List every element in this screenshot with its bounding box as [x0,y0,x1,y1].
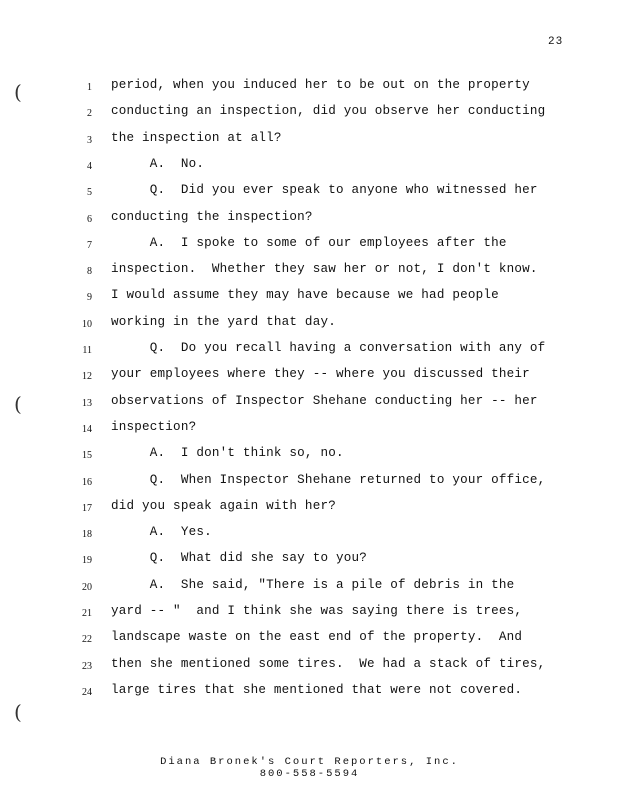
line-number: 16 [82,476,92,488]
transcript-line [0,367,619,387]
transcript-line [0,604,619,624]
line-text: Q. When Inspector Shehane returned to your office, [111,472,546,487]
transcript-line [0,131,619,151]
line-text: A. I spoke to some of our employees after the [111,235,507,250]
line-text: observations of Inspector Shehane conducting her -- her [111,393,538,408]
line-text: landscape waste on the east end of the property. And [111,630,523,645]
footer-phone: 800-558-5594 [259,768,360,780]
transcript-line [0,473,619,493]
line-text: large tires that she mentioned that were not covered. [111,682,523,697]
line-text: your employees where they -- where you discussed their [111,367,530,382]
line-number: 11 [82,345,92,356]
line-number: 15 [82,450,92,462]
line-text: working in the yard that day. [111,314,336,329]
line-text: the inspection at all? [111,130,282,145]
transcript-line [0,578,619,598]
transcript-line [0,157,619,177]
line-number: 9 [87,292,92,304]
line-text: A. No. [111,156,205,171]
transcript-line [0,78,619,98]
line-number: 13 [82,397,92,409]
hole-punch-mark-middle: ( [14,392,22,416]
line-number: 23 [82,660,92,672]
line-text: then she mentioned some tires. We had a stack of tires, [111,656,546,671]
transcript-line [0,683,619,703]
line-text: conducting the inspection? [111,209,313,224]
transcript-line [0,183,619,203]
line-number: 1 [87,82,92,93]
line-number: 18 [82,529,92,541]
transcript-line [0,525,619,545]
line-number: 12 [82,371,92,383]
transcript-line [0,236,619,256]
hole-punch-mark-top: ( [14,80,22,104]
line-number: 3 [87,134,92,146]
line-number: 17 [82,502,92,514]
line-text: did you speak again with her? [111,498,336,513]
line-number: 10 [82,318,92,330]
line-text: Q. Do you recall having a conversation with any of [111,341,546,355]
transcript-line [0,551,619,571]
line-text: inspection. Whether they saw her or not, I don't know. [111,262,538,277]
line-text: A. Yes. [111,525,212,540]
transcript-line [0,394,619,414]
transcript-line [0,104,619,124]
transcript-line [0,262,619,282]
transcript-line [0,499,619,519]
line-text: conducting an inspection, did you observe her conducting [111,104,546,119]
footer-reporter-name: Diana Bronek's Court Reporters, Inc. [160,756,459,768]
transcript-line [0,315,619,335]
line-number: 5 [87,187,92,199]
transcript-line [0,210,619,230]
line-number: 20 [82,581,92,593]
line-number: 22 [82,634,92,646]
transcript-line [0,657,619,677]
line-text: I would assume they may have because we had people [111,288,499,303]
hole-punch-mark-bottom: ( [14,700,22,724]
transcript-line [0,341,619,361]
line-number: 2 [87,108,92,120]
transcript-line [0,420,619,440]
line-number: 14 [82,423,92,435]
line-number: 8 [87,266,92,278]
line-text: A. She said, "There is a pile of debris in the [111,577,515,592]
line-text: A. I don't think so, no. [111,446,344,461]
line-number: 7 [87,239,92,251]
line-text: Q. Did you ever speak to anyone who witnessed her [111,183,538,198]
line-text: period, when you induced her to be out on the property [111,78,530,92]
transcript-line [0,630,619,650]
line-text: Q. What did she say to you? [111,551,367,566]
line-number: 21 [82,608,92,619]
transcript-line [0,446,619,466]
page-number: 23 [548,36,564,48]
line-number: 4 [87,160,92,172]
line-text: yard -- " and I think she was saying there is trees, [111,604,523,618]
line-number: 24 [82,686,92,698]
transcript-line [0,288,619,308]
line-number: 6 [87,213,92,225]
line-number: 19 [82,555,92,567]
line-text: inspection? [111,419,197,434]
